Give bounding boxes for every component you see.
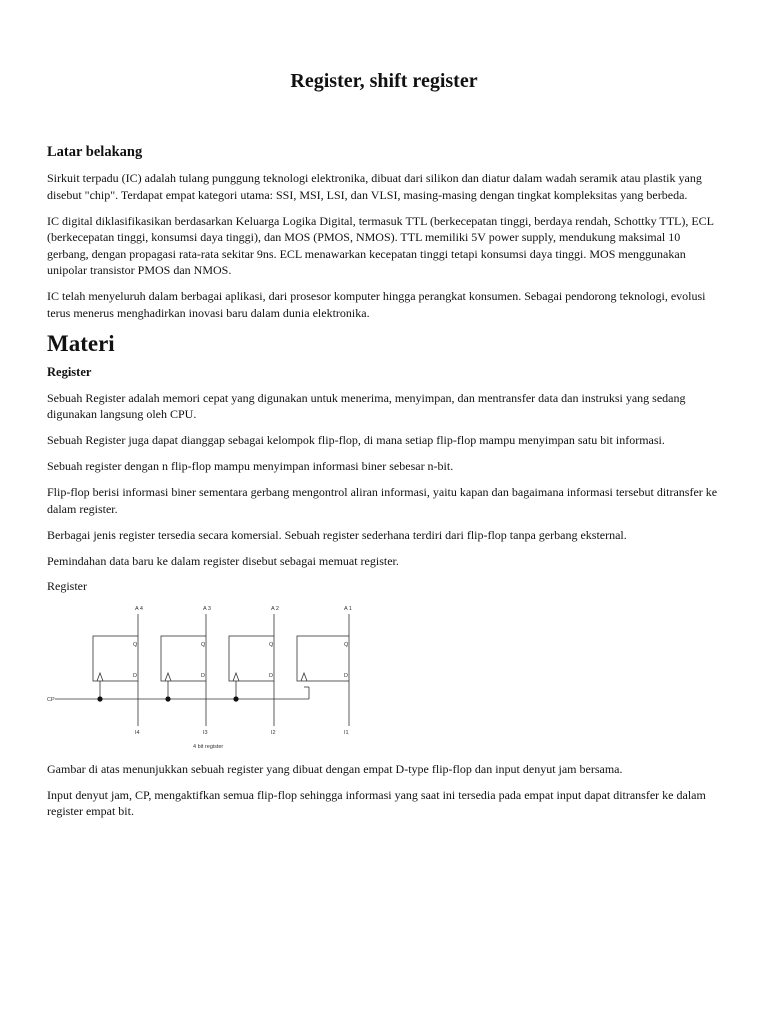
- paragraph: Berbagai jenis register tersedia secara komersial. Sebuah register sederhana terdiri dari flip-flop tanpa gerbang eksternal.: [47, 527, 627, 542]
- q-pin-label: Q: [201, 641, 206, 648]
- paragraph: IC telah menyeluruh dalam berbagai aplikasi, dari prosesor komputer hingga perangkat konsumen. Sebagai pendorong teknologi, evolusi terus menerus menghadirkan inovasi baru dalam dunia elektronika.: [47, 289, 706, 320]
- paragraph: Gambar di atas menunjukkan sebuah register yang dibuat dengan empat D-type flip-flop dan input denyut jam bersama.: [47, 761, 623, 776]
- paragraph: Input denyut jam, CP, mengaktifkan semua flip-flop sehingga informasi yang saat ini tersedia pada empat input dapat ditransfer ke dalam register empat bit.: [47, 787, 706, 818]
- clock-label: CP: [47, 696, 55, 703]
- q-pin-label: Q: [344, 641, 349, 648]
- input-label: I4: [135, 729, 140, 736]
- paragraph: Sebuah Register juga dapat dianggap sebagai kelompok flip-flop, di mana setiap flip-flop mampu menyimpan satu bit informasi.: [47, 433, 665, 447]
- paragraph: IC digital diklasifikasikan berdasarkan Keluarga Logika Digital, termasuk TTL (berkecepatan tinggi, berdaya rendah, Schottky TTL), ECL (berkecepatan tinggi, konsumsi daya tinggi), dan MOS (PMOS, NMOS). TTL memiliki 5V power supply, mendukung maksimal 10 gerbang, dengan propagasi rata-rata sekitar 9ns. ECL menawarkan kecepatan tinggi tetapi konsumsi daya tinggi. MOS menggunakan unipolar transistor PMOS dan NMOS.: [47, 213, 714, 277]
- d-pin-label: D: [133, 672, 137, 679]
- input-label: I2: [271, 729, 276, 736]
- paragraph: Sirkuit terpadu (IC) adalah tulang punggung teknologi elektronika, dibuat dari silikon dan diatur dalam wadah seramik atau plastik yang disebut "chip". Terdapat empat kategori utama: SSI, MSI, LSI, dan VLSI, masing-masing dengan tingkat kompleksitas yang berbeda.: [47, 171, 702, 202]
- paragraph: Flip-flop berisi informasi biner sementara gerbang mengontrol aliran informasi, yaitu kapan dan bagaimana informasi tersebut ditransfer ke dalam register.: [47, 485, 718, 516]
- input-label: I3: [203, 729, 208, 736]
- output-label: A 1: [344, 605, 352, 612]
- output-label: A 4: [135, 605, 143, 612]
- section-heading-latar: Latar belakang: [47, 144, 143, 160]
- junction-dot: [97, 696, 102, 701]
- document-body: [47, 144, 719, 829]
- d-pin-label: D: [201, 672, 205, 679]
- d-pin-label: D: [344, 672, 348, 679]
- paragraph: Sebuah register dengan n flip-flop mampu menyimpan informasi biner sebesar n-bit.: [47, 459, 454, 473]
- clock-triangle: [233, 673, 239, 681]
- section-heading-materi: Materi: [47, 330, 115, 356]
- output-label: A 3: [203, 605, 211, 612]
- register-circuit-diagram: [47, 600, 357, 755]
- junction-dot: [165, 696, 170, 701]
- page-title: Register, shift register: [290, 70, 478, 92]
- q-pin-label: Q: [269, 641, 274, 648]
- clock-triangle: [97, 673, 103, 681]
- paragraph: Sebuah Register adalah memori cepat yang digunakan untuk menerima, menyimpan, dan mentransfer data dan instruksi yang sedang digunakan langsung oleh CPU.: [47, 390, 686, 421]
- input-label: I1: [344, 729, 349, 736]
- clock-triangle: [165, 673, 171, 681]
- q-pin-label: Q: [133, 641, 138, 648]
- figure-label: Register: [47, 578, 87, 593]
- clock-triangle: [301, 673, 307, 681]
- d-pin-label: D: [269, 672, 273, 679]
- subheading-register: Register: [47, 364, 92, 379]
- junction-dot: [233, 696, 238, 701]
- output-label: A 2: [271, 605, 279, 612]
- paragraph: Pemindahan data baru ke dalam register disebut sebagai memuat register.: [47, 553, 399, 568]
- figure-caption: 4 bit register: [193, 743, 224, 750]
